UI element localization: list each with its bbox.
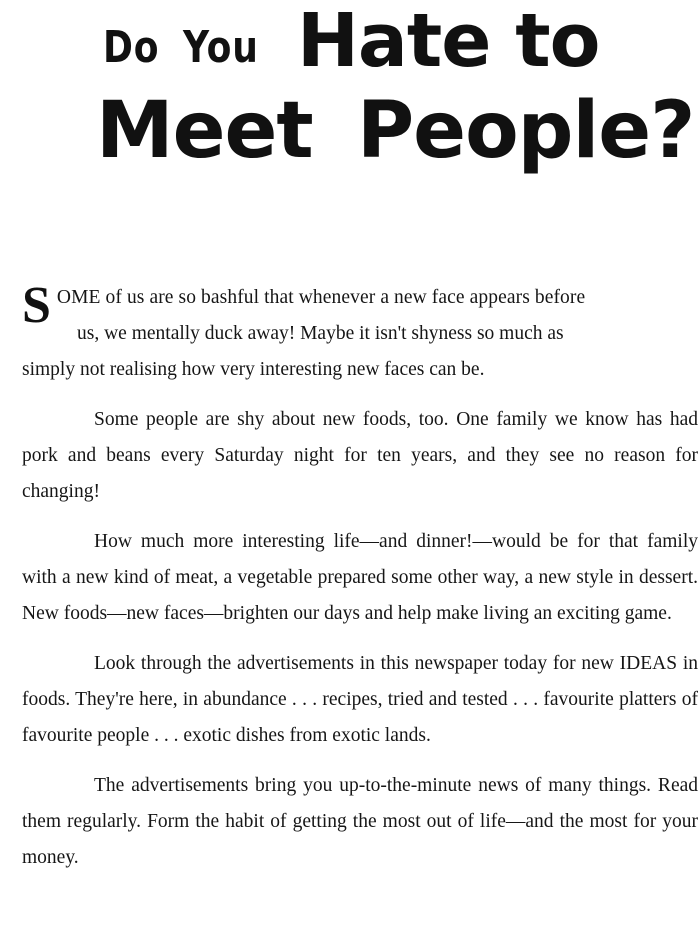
headline-word-you: You [183, 22, 259, 73]
article-body [22, 277, 698, 890]
drop-cap: S [22, 277, 51, 334]
paragraph-3: How much more interesting life—and dinner!—would be for that family with a new kind of meat, a vegetable prepared some other way, a new style in dessert. New foods—new faces—brighten our days and help make living an exciting game. [22, 531, 698, 624]
headline-word-do: Do [103, 22, 160, 73]
paragraph-1 [22, 277, 698, 388]
paragraph-5: The advertisements bring you up-to-the-minute news of many things. Read them regularly. Form the habit of getting the most out of life—and the most for your money. [22, 775, 698, 868]
paragraph-2: Some people are shy about new foods, too. One family we know has had pork and beans every Saturday night for ten years, and they see no reason for changing! [22, 409, 698, 502]
headline [0, 0, 700, 200]
paragraph-4: Look through the advertisements in this newspaper today for new IDEAS in foods. They're here, in abundance . . . recipes, tried and tested . . . favourite platters of favourite people . . . exotic dishes from exotic lands. [22, 653, 698, 746]
paragraph-1-line-1: OME of us are so bashful that whenever a new face appears before [56, 287, 586, 308]
paragraph-1-line-3: simply not realising how very interesting new faces can be. [22, 359, 485, 380]
headline-word-meet: Meet [96, 86, 313, 176]
paragraph-1-line-2: us, we mentally duck away! Maybe it isn't shyness so much as [77, 323, 564, 344]
headline-word-hate-to: Hate to [297, 0, 600, 84]
headline-word-people: People? [357, 86, 695, 176]
